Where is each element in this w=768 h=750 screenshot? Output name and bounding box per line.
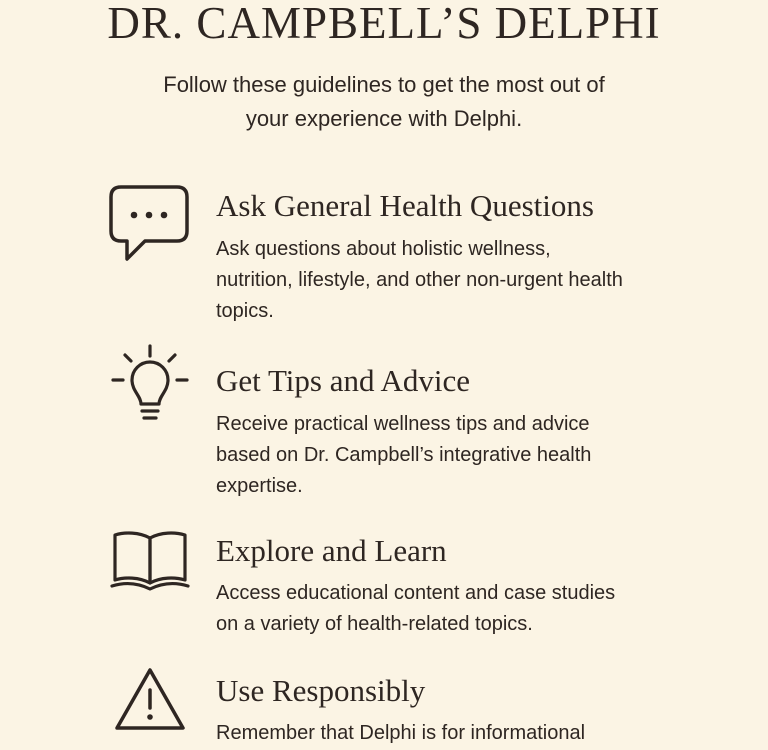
- guideline-title: Explore and Learn: [216, 533, 447, 568]
- description-line: Receive practical wellness tips and advice: [216, 413, 590, 435]
- intro-line: Follow these guidelines to get the most out of: [163, 72, 605, 97]
- description-line: topics.: [216, 300, 274, 322]
- description-line: expertise.: [216, 475, 303, 497]
- intro-text: [0, 68, 768, 136]
- warning-icon: [107, 662, 193, 746]
- guideline-description: [216, 578, 736, 640]
- description-line: Ask questions about holistic wellness,: [216, 238, 551, 260]
- description-line: Remember that Delphi is for informational: [216, 722, 586, 744]
- lightbulb-icon: [107, 344, 193, 428]
- guideline-title: Get Tips and Advice: [216, 363, 471, 398]
- guideline-title: Use Responsibly: [216, 673, 426, 708]
- page-title: DR. CAMPBELL’S DELPHI: [107, 0, 661, 48]
- open-book-icon: [107, 524, 193, 608]
- chat-bubble-icon: [107, 179, 193, 263]
- intro-line: your experience with Delphi.: [245, 106, 523, 131]
- description-line: on a variety of health-related topics.: [216, 613, 533, 635]
- guideline-description: [216, 718, 736, 749]
- guideline-description: [216, 234, 736, 327]
- guideline-title: Ask General Health Questions: [216, 188, 594, 223]
- description-line: Access educational content and case studies: [216, 582, 616, 604]
- description-line: based on Dr. Campbell’s integrative health: [216, 444, 592, 466]
- guideline-description: [216, 409, 736, 502]
- description-line: nutrition, lifestyle, and other non-urgent health: [216, 269, 623, 291]
